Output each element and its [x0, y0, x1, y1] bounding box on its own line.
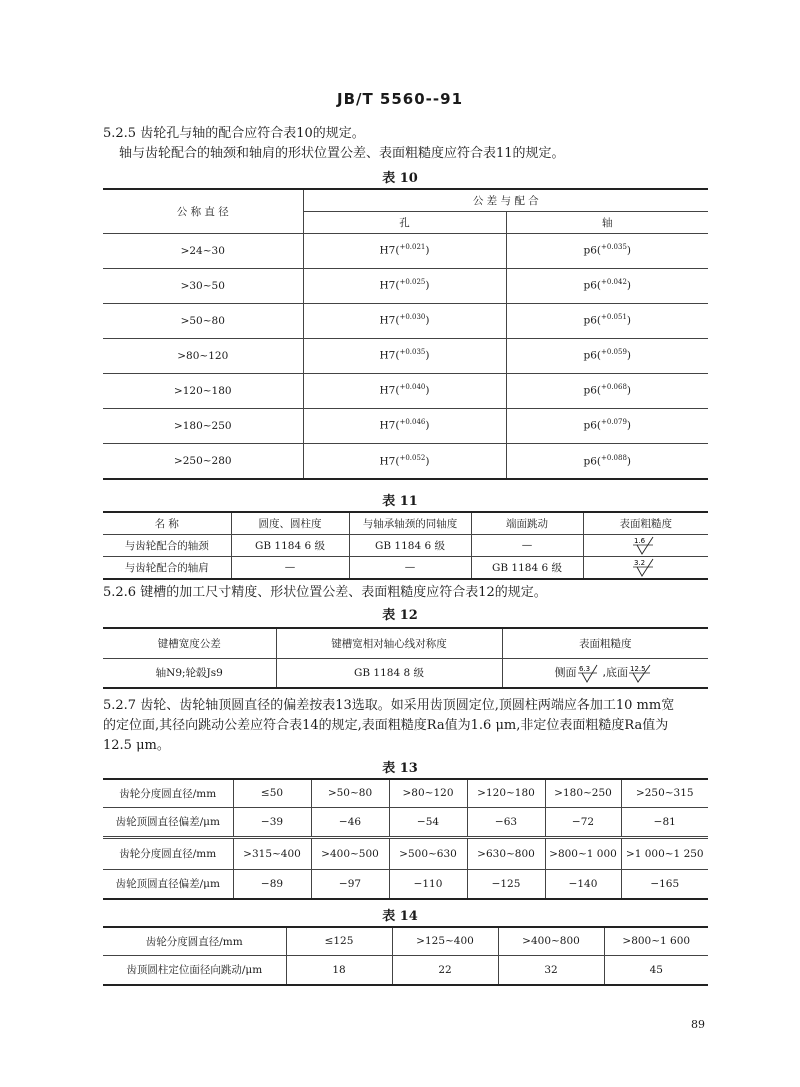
- table-row: [103, 779, 708, 807]
- t14-dia: >125~400: [392, 927, 498, 955]
- t13-label-deviation: 齿轮顶圆直径偏差/μm: [103, 869, 233, 899]
- t12-header-width: 键槽宽度公差: [157, 637, 221, 650]
- t13-dia: >315~400: [233, 837, 311, 869]
- t11-coaxiality: GB 1184 6 级: [349, 534, 471, 556]
- t14-dia: ≤125: [286, 927, 392, 955]
- svg-text:1.6: 1.6: [633, 537, 645, 545]
- section-5-2-7-line2: 的定位面,其径向跳动公差应符合表14的规定,表面粗糙度Ra值为1.6 μm,非定位表面粗糙度Ra值为: [103, 718, 669, 733]
- t10-hole: H7($^{+0.046}$): [303, 408, 506, 443]
- t13-dia: >120~180: [467, 779, 545, 807]
- table-14: [103, 926, 708, 986]
- section-5-2-5-line1: 5.2.5 齿轮孔与轴的配合应符合表10的规定。: [103, 126, 365, 141]
- t12-symmetry: GB 1184 8 级: [276, 658, 502, 688]
- t13-dev: −97: [311, 869, 389, 899]
- t11-roundness: —: [231, 556, 349, 579]
- t11-runout: —: [471, 534, 583, 556]
- svg-text:12.5: 12.5: [630, 664, 646, 673]
- section-5-2-5-line2: 轴与齿轮配合的轴颈和轴肩的形状位置公差、表面粗糙度应符合表11的规定。: [119, 146, 565, 161]
- t13-dev: −72: [545, 807, 621, 837]
- table-row: [103, 927, 708, 955]
- t13-dev: −165: [621, 869, 708, 899]
- page-number: 89: [691, 1018, 705, 1031]
- table-14-title: 表 14: [382, 909, 418, 924]
- table-row: [103, 869, 708, 899]
- t10-dia: >250~280: [103, 443, 303, 479]
- table-row: [103, 807, 708, 837]
- t13-dev: −39: [233, 807, 311, 837]
- section-5-2-7-line3: 12.5 μm。: [103, 738, 170, 753]
- t13-dia: >800~1 000: [545, 837, 621, 869]
- svg-text:3.2: 3.2: [633, 559, 645, 568]
- t11-runout: GB 1184 6 级: [471, 556, 583, 579]
- roughness-symbol-icon: [577, 663, 603, 683]
- t14-dia: >400~800: [498, 927, 604, 955]
- t10-hole: H7($^{+0.040}$): [303, 373, 506, 408]
- t13-dia: >50~80: [311, 779, 389, 807]
- t11-name: 与齿轮配合的轴颈: [103, 534, 231, 556]
- svg-text:6.3: 6.3: [578, 664, 590, 673]
- table-row: [103, 556, 708, 579]
- t13-dia: >500~630: [389, 837, 467, 869]
- table-row: [103, 443, 708, 479]
- t13-dev: −89: [233, 869, 311, 899]
- table-12-title: 表 12: [382, 608, 418, 623]
- table-row: [103, 268, 708, 303]
- table-row: [103, 338, 708, 373]
- t10-dia: >180~250: [103, 408, 303, 443]
- table-10-title: 表 10: [382, 171, 418, 186]
- t14-label-diameter: 齿轮分度圆直径/mm: [145, 935, 243, 948]
- t13-dev: −140: [545, 869, 621, 899]
- table-11-title: 表 11: [382, 494, 418, 509]
- section-5-2-6: 5.2.6 键槽的加工尺寸精度、形状位置公差、表面粗糙度应符合表12的规定。: [103, 585, 547, 600]
- t10-dia: >30~50: [103, 268, 303, 303]
- table-row: [103, 408, 708, 443]
- roughness-symbol-icon: [628, 663, 656, 683]
- t10-dia: >120~180: [103, 373, 303, 408]
- t10-hole: H7($^{+0.025}$): [303, 268, 506, 303]
- table-row: [103, 837, 708, 869]
- t10-header-tolerance: 公 差 与 配 合: [303, 189, 708, 211]
- t13-label-diameter: 齿轮分度圆直径/mm: [119, 787, 217, 800]
- t12-header-symmetry: 键槽宽相对轴心线对称度: [276, 628, 502, 658]
- t12-width: 轴N9;轮毂Js9: [103, 658, 276, 688]
- t10-header-hole: 孔: [303, 211, 506, 233]
- t13-dev: −46: [311, 807, 389, 837]
- t14-runout: 32: [498, 955, 604, 985]
- table-row: [103, 373, 708, 408]
- t13-dev: −125: [467, 869, 545, 899]
- t11-roughness: [583, 556, 708, 579]
- t13-dev: −110: [389, 869, 467, 899]
- t14-runout: 22: [392, 955, 498, 985]
- table-12: [103, 627, 708, 689]
- t11-header-runout: 端面跳动: [471, 512, 583, 534]
- t11-header-coaxiality: 与轴承轴颈的同轴度: [349, 512, 471, 534]
- t14-runout: 18: [286, 955, 392, 985]
- t13-dev: −54: [389, 807, 467, 837]
- section-5-2-7-line1: 5.2.7 齿轮、齿轮轴顶圆直径的偏差按表13选取。如采用齿顶圆定位,顶圆柱两端应各加工10 mm宽: [103, 698, 675, 713]
- t11-roundness: GB 1184 6 级: [231, 534, 349, 556]
- t10-shaft: p6($^{+0.068}$): [506, 373, 708, 408]
- t13-dia: ≤50: [233, 779, 311, 807]
- t10-shaft: p6($^{+0.059}$): [506, 338, 708, 373]
- t10-dia: >80~120: [103, 338, 303, 373]
- t11-coaxiality: —: [349, 556, 471, 579]
- t10-dia: >50~80: [103, 303, 303, 338]
- t13-dia: >630~800: [467, 837, 545, 869]
- t10-shaft: p6($^{+0.088}$): [506, 443, 708, 479]
- roughness-symbol-icon: [631, 535, 661, 555]
- table-11: [103, 511, 708, 580]
- roughness-symbol-icon: [631, 557, 661, 577]
- t10-shaft: p6($^{+0.042}$): [506, 268, 708, 303]
- table-10: [103, 188, 708, 480]
- t11-header-name: 名 称: [154, 517, 179, 530]
- t10-hole: H7($^{+0.021}$): [303, 233, 506, 268]
- t13-dia: >1 000~1 250: [621, 837, 708, 869]
- table-row: [103, 955, 708, 985]
- t13-dev: −63: [467, 807, 545, 837]
- t12-roughness: 侧面 6.3 ,底面 12.5: [502, 658, 708, 688]
- table-row: [103, 303, 708, 338]
- standard-header: JB/T 5560--91: [336, 90, 464, 108]
- table-13-title: 表 13: [382, 761, 418, 776]
- t13-dia: >250~315: [621, 779, 708, 807]
- t11-header-roughness: 表面粗糙度: [583, 512, 708, 534]
- table-13: [103, 778, 708, 900]
- t10-hole: H7($^{+0.030}$): [303, 303, 506, 338]
- t13-dia: >180~250: [545, 779, 621, 807]
- t13-dia: >80~120: [389, 779, 467, 807]
- t14-label-runout: 齿顶圆柱定位面径向跳动/μm: [103, 955, 286, 985]
- t13-label-diameter: 齿轮分度圆直径/mm: [103, 837, 233, 869]
- t11-roughness: [583, 534, 708, 556]
- t13-dia: >400~500: [311, 837, 389, 869]
- t12-header-roughness: 表面粗糙度: [502, 628, 708, 658]
- t13-dev: −81: [621, 807, 708, 837]
- t10-hole: H7($^{+0.052}$): [303, 443, 506, 479]
- t10-header-shaft: 轴: [506, 211, 708, 233]
- t10-dia: >24~30: [103, 233, 303, 268]
- t11-name: 与齿轮配合的轴肩: [103, 556, 231, 579]
- t10-header-diameter: 公 称 直 径: [176, 205, 229, 218]
- t14-dia: >800~1 600: [604, 927, 708, 955]
- t10-shaft: p6($^{+0.035}$): [506, 233, 708, 268]
- table-row: [103, 534, 708, 556]
- t10-shaft: p6($^{+0.079}$): [506, 408, 708, 443]
- t14-runout: 45: [604, 955, 708, 985]
- table-row: [103, 658, 708, 688]
- t10-hole: H7($^{+0.035}$): [303, 338, 506, 373]
- t11-header-roundness: 圆度、圆柱度: [231, 512, 349, 534]
- table-row: [103, 233, 708, 268]
- t10-shaft: p6($^{+0.051}$): [506, 303, 708, 338]
- t13-label-deviation: 齿轮顶圆直径偏差/μm: [103, 807, 233, 837]
